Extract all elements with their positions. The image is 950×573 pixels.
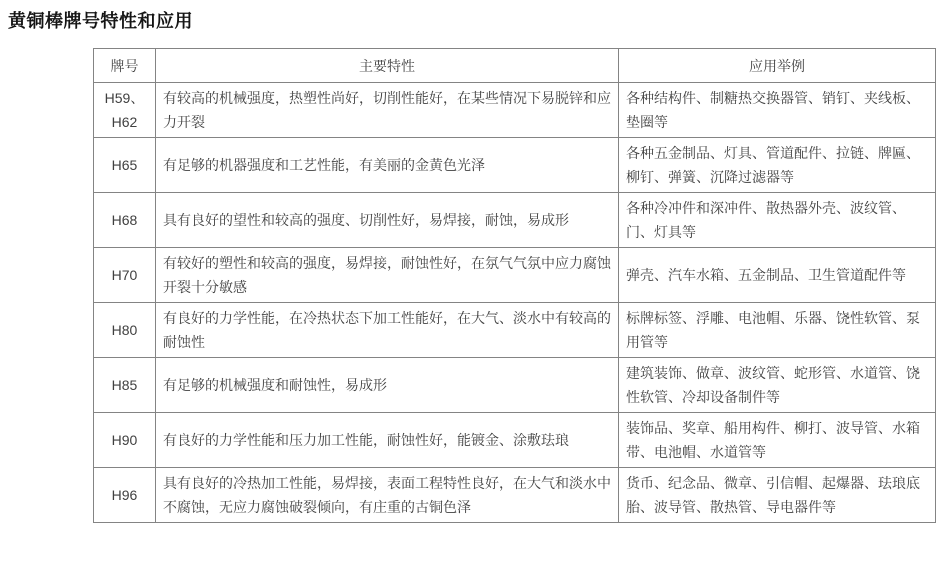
header-feature: 主要特性 bbox=[156, 49, 619, 83]
page-title: 黄铜棒牌号特性和应用 bbox=[8, 11, 193, 31]
feature-cell: 有较高的机械强度，热塑性尚好，切削性能好，在某些情况下易脱锌和应力开裂 bbox=[156, 83, 619, 138]
table-body bbox=[94, 83, 936, 523]
application-cell: 弹壳、汽车水箱、五金制品、卫生管道配件等 bbox=[619, 248, 936, 303]
header-application: 应用举例 bbox=[619, 49, 936, 83]
grade-cell: H70 bbox=[94, 248, 156, 303]
application-cell: 各种结构件、制糖热交换器管、销钉、夹线板、垫圈等 bbox=[619, 83, 936, 138]
feature-cell: 有良好的力学性能，在冷热状态下加工性能好，在大气、淡水中有较高的耐蚀性 bbox=[156, 303, 619, 358]
grade-cell: H80 bbox=[94, 303, 156, 358]
table-row bbox=[94, 303, 936, 358]
application-cell: 装饰品、奖章、船用构件、柳打、波导管、水箱带、电池帽、水道管等 bbox=[619, 413, 936, 468]
grade-cell: H59、H62 bbox=[94, 83, 156, 138]
header-row bbox=[94, 49, 936, 83]
grade-cell: H96 bbox=[94, 468, 156, 523]
application-cell: 建筑装饰、做章、波纹管、蛇形管、水道管、饶性软管、冷却设备制件等 bbox=[619, 358, 936, 413]
brass-grade-table bbox=[93, 48, 936, 523]
table-row bbox=[94, 193, 936, 248]
table-header bbox=[94, 49, 936, 83]
grade-cell: H90 bbox=[94, 413, 156, 468]
table-row bbox=[94, 358, 936, 413]
feature-cell: 有足够的机械强度和耐蚀性，易成形 bbox=[156, 358, 619, 413]
feature-cell: 具有良好的望性和较高的强度、切削性好，易焊接，耐蚀，易成形 bbox=[156, 193, 619, 248]
header-grade: 牌号 bbox=[94, 49, 156, 83]
table-row bbox=[94, 138, 936, 193]
application-cell: 各种冷冲件和深冲件、散热器外壳、波纹管、门、灯具等 bbox=[619, 193, 936, 248]
application-cell: 标牌标签、浮雕、电池帽、乐器、饶性软管、泵用管等 bbox=[619, 303, 936, 358]
application-cell: 各种五金制品、灯具、管道配件、拉链、牌匾、柳钉、弹簧、沉降过滤器等 bbox=[619, 138, 936, 193]
table-row bbox=[94, 468, 936, 523]
table-row bbox=[94, 248, 936, 303]
table-row bbox=[94, 83, 936, 138]
feature-cell: 有足够的机器强度和工艺性能，有美丽的金黄色光泽 bbox=[156, 138, 619, 193]
grade-cell: H68 bbox=[94, 193, 156, 248]
grade-cell: H85 bbox=[94, 358, 156, 413]
feature-cell: 具有良好的冷热加工性能，易焊接，表面工程特性良好，在大气和淡水中不腐蚀，无应力腐蚀破裂倾向，有庄重的古铜色泽 bbox=[156, 468, 619, 523]
grade-cell: H65 bbox=[94, 138, 156, 193]
application-cell: 货币、纪念品、微章、引信帽、起爆器、珐琅底胎、波导管、散热管、导电器件等 bbox=[619, 468, 936, 523]
feature-cell: 有较好的塑性和较高的强度，易焊接，耐蚀性好，在氛气气氛中应力腐蚀开裂十分敏感 bbox=[156, 248, 619, 303]
feature-cell: 有良好的力学性能和压力加工性能，耐蚀性好，能镀金、涂敷珐琅 bbox=[156, 413, 619, 468]
table-row bbox=[94, 413, 936, 468]
